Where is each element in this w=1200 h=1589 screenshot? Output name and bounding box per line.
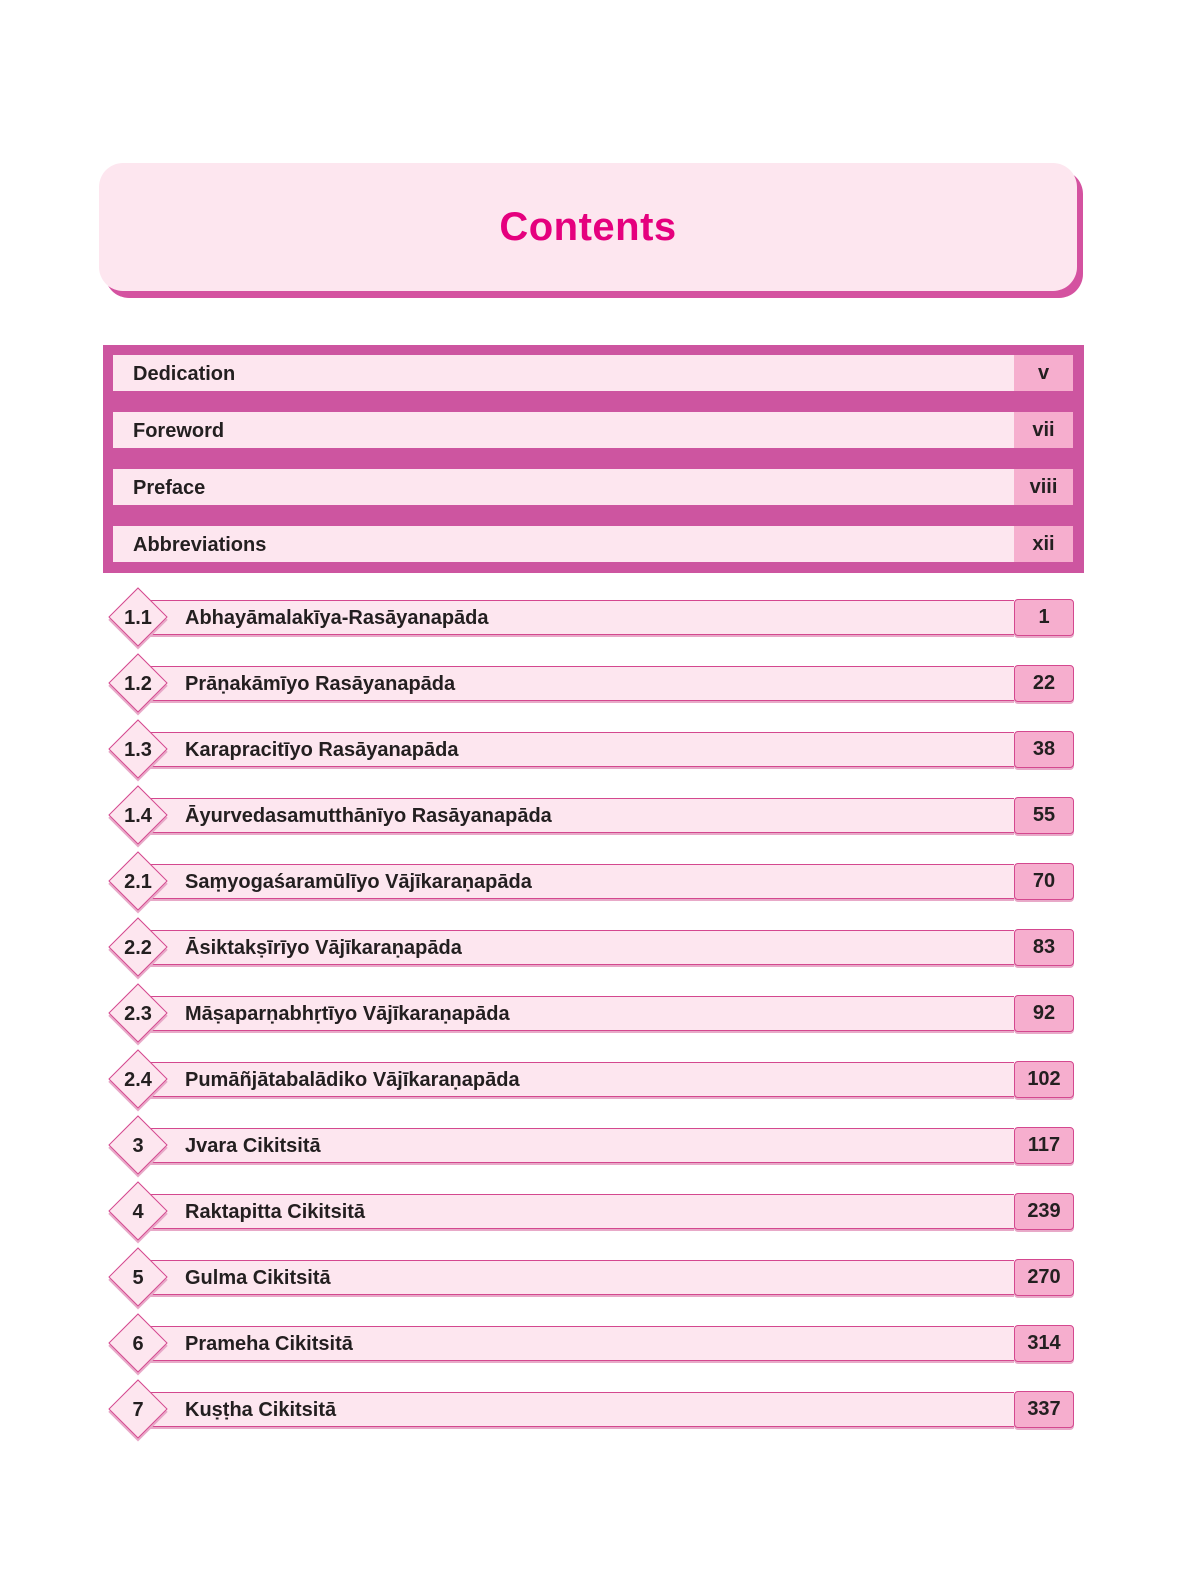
chapter-title: Prameha Cikitsitā: [185, 1333, 353, 1355]
chapter-entry[interactable]: [112, 590, 1074, 638]
chapter-title: Saṃyogaśaramūlīyo Vājīkaraṇapāda: [185, 871, 532, 893]
chapter-number: 1.1: [124, 607, 152, 629]
chapter-page: 314: [1014, 1325, 1074, 1362]
chapter-entry[interactable]: [112, 920, 1074, 968]
chapter-title: Pumāñjātabalādiko Vājīkaraṇapāda: [185, 1069, 520, 1091]
chapter-page: 92: [1014, 995, 1074, 1032]
front-matter-page: vii: [1014, 412, 1073, 448]
chapter-page: 239: [1014, 1193, 1074, 1230]
chapter-number: 2.1: [124, 871, 152, 893]
front-matter-list: [103, 345, 1084, 573]
chapter-title: Gulma Cikitsitā: [185, 1267, 331, 1289]
chapter-entry[interactable]: [112, 1184, 1074, 1232]
chapter-page: 1: [1014, 599, 1074, 636]
chapter-number: 3: [132, 1135, 144, 1157]
front-matter-item[interactable]: [113, 412, 1073, 448]
chapter-entry[interactable]: [112, 1382, 1074, 1430]
chapter-number: 2.3: [124, 1003, 152, 1025]
chapter-number: 4: [132, 1201, 144, 1223]
chapter-title: Āyurvedasamutthānīyo Rasāyanapāda: [185, 805, 552, 827]
page-title: Contents: [499, 205, 677, 249]
chapter-page: 102: [1014, 1061, 1074, 1098]
chapter-number: 2.2: [124, 937, 152, 959]
chapter-title: Jvara Cikitsitā: [185, 1135, 321, 1157]
chapter-title: Kuṣṭha Cikitsitā: [185, 1399, 337, 1421]
chapter-title: Prāṇakāmīyo Rasāyanapāda: [185, 673, 456, 695]
front-matter-page: xii: [1014, 526, 1073, 562]
chapter-title: Māṣaparṇabhṛtīyo Vājīkaraṇapāda: [185, 1003, 510, 1025]
chapter-title: Abhayāmalakīya-Rasāyanapāda: [185, 607, 489, 629]
chapter-entry[interactable]: [112, 1052, 1074, 1100]
chapter-number: 1.4: [124, 805, 152, 827]
front-matter-item[interactable]: [113, 526, 1073, 562]
contents-header: [99, 163, 1077, 291]
chapter-number: 7: [132, 1399, 144, 1421]
chapter-entry[interactable]: [112, 1316, 1074, 1364]
chapter-number: 6: [132, 1333, 144, 1355]
chapter-title: Karapracitīyo Rasāyanapāda: [185, 739, 459, 761]
chapter-number: 5: [132, 1267, 144, 1289]
front-matter-page: v: [1014, 355, 1073, 391]
chapter-entry[interactable]: [112, 722, 1074, 770]
front-matter-label: Abbreviations: [133, 534, 267, 556]
chapter-entry[interactable]: [112, 854, 1074, 902]
chapter-number: 2.4: [124, 1069, 152, 1091]
front-matter-label: Preface: [133, 477, 206, 499]
front-matter-page: viii: [1014, 469, 1073, 505]
chapter-page: 22: [1014, 665, 1074, 702]
chapter-page: 337: [1014, 1391, 1074, 1428]
chapter-entry[interactable]: [112, 788, 1074, 836]
chapter-page: 55: [1014, 797, 1074, 834]
chapter-entry[interactable]: [112, 656, 1074, 704]
chapter-title: Āsiktakṣīrīyo Vājīkaraṇapāda: [185, 937, 462, 959]
chapter-entry[interactable]: [112, 1250, 1074, 1298]
front-matter-label: Foreword: [133, 420, 225, 442]
front-matter-item[interactable]: [113, 469, 1073, 505]
chapter-page: 117: [1014, 1127, 1074, 1164]
chapter-page: 270: [1014, 1259, 1074, 1296]
chapter-number: 1.2: [124, 673, 152, 695]
chapter-entry[interactable]: [112, 1118, 1074, 1166]
chapter-title: Raktapitta Cikitsitā: [185, 1201, 366, 1223]
chapter-page: 83: [1014, 929, 1074, 966]
chapter-number: 1.3: [124, 739, 152, 761]
chapter-page: 38: [1014, 731, 1074, 768]
front-matter-item[interactable]: [113, 355, 1073, 391]
chapter-entry[interactable]: [112, 986, 1074, 1034]
chapter-page: 70: [1014, 863, 1074, 900]
front-matter-label: Dedication: [133, 363, 236, 385]
